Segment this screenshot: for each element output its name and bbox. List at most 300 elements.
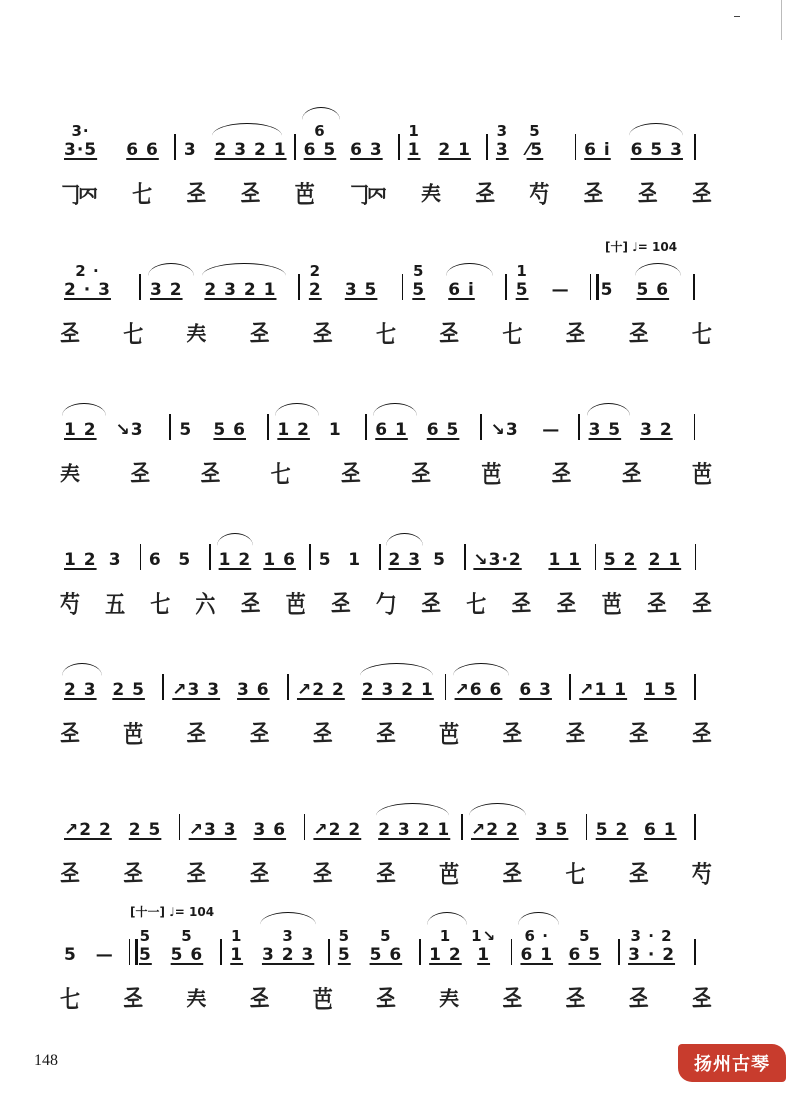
jianzi-glyph: 芭 xyxy=(439,719,458,749)
note-text: ↘3 xyxy=(115,420,144,440)
notation-line xyxy=(60,929,710,965)
note-text: 5 xyxy=(178,550,192,570)
note-text: 1 2 xyxy=(277,420,310,440)
upper-note: 1 xyxy=(230,927,243,945)
note-group xyxy=(172,680,220,700)
note-text: 2 3 2 1 xyxy=(361,680,434,700)
note-text: 5 6 xyxy=(369,945,403,965)
jianzi-glyph: 𢀖 xyxy=(621,457,640,487)
note-text: 2 1 xyxy=(438,140,471,160)
jianzi-glyph: 𢀖 xyxy=(628,982,647,1012)
note-text: 1 xyxy=(348,550,362,570)
note-text: 5 xyxy=(515,280,529,300)
slur-arc xyxy=(373,403,417,416)
upper-note: 1 xyxy=(439,927,452,945)
note-group xyxy=(448,280,475,300)
jianzi-glyph: 𠃌𠔿 xyxy=(348,179,385,209)
jianzi-glyph: 𢀖 xyxy=(502,857,521,887)
barline xyxy=(328,939,330,965)
jianzi-glyph: 芭 xyxy=(123,719,142,749)
note-text: 5 xyxy=(433,550,446,570)
barline xyxy=(287,674,289,700)
jianzi-glyph: 𢀖 xyxy=(628,857,647,887)
slur-arc xyxy=(202,263,285,276)
jianzi-glyph: 𢀖 xyxy=(691,177,710,207)
note-text: 3·5 xyxy=(64,140,98,160)
note-text: 1 2 xyxy=(218,550,252,570)
barline xyxy=(694,674,696,700)
slur-arc xyxy=(629,123,683,136)
note-group xyxy=(438,140,471,160)
barline xyxy=(365,414,367,440)
notation-line xyxy=(60,264,710,300)
note-group xyxy=(471,820,519,840)
barline xyxy=(174,134,176,160)
jianzi-glyph: 𡗗 xyxy=(439,984,458,1014)
page-edge-tick xyxy=(734,16,740,17)
note-text: 3 5 xyxy=(344,280,378,300)
jianzi-glyph: 𢀖 xyxy=(502,717,521,747)
note-text: 3 2 xyxy=(640,420,673,440)
slur-arc xyxy=(469,803,526,816)
barline xyxy=(309,544,311,570)
jianzi-glyph: 𢀖 xyxy=(60,857,78,887)
note-text: 6 3 xyxy=(350,140,383,160)
barline xyxy=(294,134,296,160)
note-group xyxy=(568,927,602,965)
jianzi-glyph: 𢀖 xyxy=(411,457,430,487)
jianzi-glyph: 𢀖 xyxy=(691,717,710,747)
jianzi-glyph: 𢀖 xyxy=(312,857,331,887)
jianzi-glyph: 芭 xyxy=(481,459,500,489)
logo-text: 扬州古琴 xyxy=(694,1054,770,1075)
jianzi-glyph: 𢀖 xyxy=(691,982,710,1012)
slur-arc xyxy=(360,663,433,676)
note-group xyxy=(542,420,560,440)
barline xyxy=(209,544,211,570)
note-group xyxy=(237,680,270,700)
slur-arc xyxy=(62,403,106,416)
note-group xyxy=(548,550,581,570)
jianzi-glyph: 𢀖 xyxy=(330,587,349,617)
upper-note: 2 · xyxy=(75,262,100,280)
barline xyxy=(595,544,597,570)
note-text: 5 xyxy=(64,945,77,965)
note-group xyxy=(388,550,421,570)
note-group xyxy=(64,680,97,700)
note-text: 1 2 xyxy=(64,550,97,570)
upper-note: 5 xyxy=(380,927,392,945)
barline xyxy=(464,544,466,570)
note-group xyxy=(640,420,673,440)
note-text: 2 5 xyxy=(128,820,162,840)
note-group xyxy=(230,927,244,965)
note-text: ↗2 2 xyxy=(313,820,362,840)
note-text: 5 6 xyxy=(636,280,670,300)
note-group xyxy=(526,122,544,160)
jianzi-glyph: 𢀖 xyxy=(60,317,78,347)
note-text: 2 3 2 1 xyxy=(204,280,277,300)
jianzi-glyph: 七 xyxy=(132,179,151,209)
jianzi-glyph: 𢀖 xyxy=(637,177,656,207)
barline xyxy=(169,414,171,440)
jianzi-glyph: 芭 xyxy=(439,859,458,889)
upper-note: 3 · 2 xyxy=(630,927,673,945)
note-text: 5 2 xyxy=(603,550,637,570)
upper-note: 1↘ xyxy=(471,927,497,945)
score-system xyxy=(60,110,710,220)
note-text: 6 5 xyxy=(568,945,602,965)
jianzi-glyph: 芭 xyxy=(601,589,620,619)
slur-arc xyxy=(275,403,319,416)
note-text: 3 xyxy=(108,550,122,570)
note-group xyxy=(455,680,503,700)
slur-arc xyxy=(148,263,194,276)
note-group xyxy=(412,262,426,300)
note-group xyxy=(350,140,383,160)
note-group xyxy=(337,927,351,965)
jianzi-glyph: 五 xyxy=(105,589,124,619)
upper-note: 5 xyxy=(579,927,591,945)
note-group xyxy=(150,280,183,300)
note-text: 5 6 xyxy=(170,945,204,965)
note-text: 3 5 xyxy=(535,820,569,840)
note-group xyxy=(589,420,622,440)
note-group xyxy=(644,680,677,700)
jianzi-glyph: 七 xyxy=(60,984,78,1014)
upper-note: 1 xyxy=(516,262,528,280)
jianzi-glyph: 𢀖 xyxy=(123,982,142,1012)
jianzi-glyph: 𢀖 xyxy=(421,587,440,617)
note-group xyxy=(138,927,152,965)
barline xyxy=(480,414,482,440)
jianzi-glyph: 𢀖 xyxy=(312,717,331,747)
note-text: 1 xyxy=(328,420,342,440)
note-group xyxy=(297,680,345,700)
note-text: 2 3 xyxy=(388,550,422,570)
jianzi-glyph: 七 xyxy=(565,859,584,889)
jianzi-glyph: 𢀖 xyxy=(628,317,647,347)
barline xyxy=(445,674,447,700)
barline xyxy=(140,544,142,570)
note-group xyxy=(649,550,682,570)
note-group xyxy=(303,122,337,160)
jianzi-glyph: 𢀖 xyxy=(691,587,710,617)
watermark-logo xyxy=(678,1044,786,1082)
note-group xyxy=(64,820,112,840)
note-text: 1 5 xyxy=(644,680,677,700)
note-group xyxy=(178,550,191,570)
note-text: — xyxy=(551,280,570,300)
note-text: 1 6 xyxy=(263,550,296,570)
note-group xyxy=(375,420,408,440)
note-text: 5 xyxy=(412,280,426,300)
note-group xyxy=(277,420,310,440)
note-group xyxy=(319,550,332,570)
barline xyxy=(569,674,571,700)
note-group xyxy=(204,280,276,300)
note-text: 3 6 xyxy=(237,680,270,700)
slur-arc xyxy=(217,533,254,546)
jianzi-glyph: 七 xyxy=(270,459,289,489)
note-group xyxy=(520,927,554,965)
jianzi-glyph: 𢀖 xyxy=(628,717,647,747)
jianzi-glyph: 芭 xyxy=(285,589,304,619)
upper-note: 3 xyxy=(282,927,294,945)
note-group xyxy=(96,945,114,965)
note-text: 6 i xyxy=(448,280,475,300)
note-group xyxy=(637,280,670,300)
jianzi-glyph: 芭 xyxy=(312,984,331,1014)
slur-arc xyxy=(260,912,316,925)
barline xyxy=(695,544,697,570)
note-group xyxy=(362,680,434,700)
barline xyxy=(618,939,620,965)
note-group xyxy=(64,420,97,440)
note-text: 6 5 xyxy=(426,420,460,440)
barline xyxy=(162,674,164,700)
jianzi-glyph: 芭 xyxy=(294,179,313,209)
jianzi-glyph: 𢀖 xyxy=(200,457,219,487)
barline xyxy=(694,939,696,965)
jianzi-glyph: 芍 xyxy=(60,589,78,619)
upper-note: 6 xyxy=(314,122,326,140)
slur-arc xyxy=(587,403,631,416)
note-text: 2 · 3 xyxy=(64,280,111,300)
note-text: 1 xyxy=(230,945,244,965)
notation-line xyxy=(60,534,710,570)
barline xyxy=(694,414,696,440)
note-group xyxy=(149,550,162,570)
note-text: 1 2 xyxy=(429,945,462,965)
upper-note: 2 xyxy=(309,262,322,280)
note-text: 6 1 xyxy=(375,420,408,440)
note-group xyxy=(407,122,421,160)
note-group xyxy=(579,680,627,700)
jianzi-glyph: 𢀖 xyxy=(249,717,268,747)
note-group xyxy=(628,927,676,965)
jianzi-glyph: 𢀖 xyxy=(130,457,149,487)
note-group xyxy=(308,262,322,300)
page-edge-line xyxy=(781,0,782,40)
upper-note: 3· xyxy=(71,122,90,140)
barline xyxy=(505,274,507,300)
note-text: 3 5 xyxy=(588,420,622,440)
note-group xyxy=(64,550,97,570)
note-group xyxy=(519,680,552,700)
note-group xyxy=(348,550,361,570)
note-group xyxy=(313,820,361,840)
barline xyxy=(139,274,141,300)
note-text: 6 i xyxy=(584,140,611,160)
note-text: ↘3·2 xyxy=(473,550,522,570)
jianzi-glyph: 𢀖 xyxy=(565,317,584,347)
note-text: ↗2 2 xyxy=(296,680,345,700)
slur-arc xyxy=(446,263,492,276)
upper-note: 6 · xyxy=(524,927,549,945)
note-text: 5 xyxy=(179,420,193,440)
jianzi-glyph: 𢀖 xyxy=(475,177,494,207)
score-system xyxy=(60,650,710,760)
jianzi-glyph: 𢀖 xyxy=(511,587,530,617)
notation-line xyxy=(60,124,710,160)
note-text: 2 1 xyxy=(648,550,682,570)
note-group xyxy=(329,420,342,440)
jianzi-glyph: 𢀖 xyxy=(439,317,458,347)
note-text: 6 1 xyxy=(644,820,677,840)
barline xyxy=(694,814,696,840)
note-group xyxy=(495,122,509,160)
barline xyxy=(304,814,306,840)
note-text: ↗1 1 xyxy=(579,680,628,700)
jianzi-glyph: 六 xyxy=(195,589,214,619)
note-group xyxy=(126,140,159,160)
jianzi-glyph: 𡗗 xyxy=(60,459,78,489)
slur-arc xyxy=(302,107,340,120)
barline xyxy=(694,134,696,160)
upper-note: 5 xyxy=(181,927,193,945)
barline xyxy=(267,414,269,440)
note-text: 6 xyxy=(148,550,162,570)
note-text: 2 3 xyxy=(64,680,97,700)
note-text: 6 5 3 xyxy=(630,140,683,160)
note-group xyxy=(112,680,145,700)
jianzi-glyph: 𡗗 xyxy=(421,179,440,209)
jianzi-glyph: 𢀖 xyxy=(375,982,394,1012)
upper-note: 3 xyxy=(496,122,509,140)
note-text: 1 1 xyxy=(548,550,582,570)
barline xyxy=(398,134,400,160)
jianzi-glyph: 𢀖 xyxy=(556,587,575,617)
barline xyxy=(379,544,381,570)
jianzi-glyph: 𢀖 xyxy=(249,317,268,347)
note-group xyxy=(64,262,111,300)
jianzi-glyph: 七 xyxy=(502,319,521,349)
jianzi-glyph: 𢀖 xyxy=(186,717,205,747)
jianzi-glyph: 𡗗 xyxy=(186,984,205,1014)
jianzi-glyph: 七 xyxy=(123,319,142,349)
jianzi-glyph: 勹 xyxy=(375,589,394,619)
slur-arc xyxy=(376,803,449,816)
note-group xyxy=(433,550,446,570)
jianzi-tablature-line xyxy=(60,975,710,1019)
note-group xyxy=(64,122,98,160)
jianzi-glyph: 𢀖 xyxy=(240,177,259,207)
jianzi-tablature-line xyxy=(60,170,710,214)
jianzi-tablature-line xyxy=(60,450,710,494)
note-text: 1 xyxy=(477,945,491,965)
note-text: 6 6 xyxy=(126,140,159,160)
jianzi-glyph: 芍 xyxy=(691,859,710,889)
note-group xyxy=(601,280,614,300)
note-group xyxy=(491,420,519,440)
note-group xyxy=(473,550,521,570)
notation-line xyxy=(60,804,710,840)
jianzi-glyph: 𢀖 xyxy=(186,857,205,887)
note-group xyxy=(109,550,122,570)
score-system xyxy=(60,240,710,360)
note-group xyxy=(219,550,252,570)
slur-arc xyxy=(386,533,423,546)
jianzi-glyph: 𢀖 xyxy=(240,587,259,617)
note-text: 2 5 xyxy=(112,680,145,700)
jianzi-glyph: 𡗗 xyxy=(186,319,205,349)
barline xyxy=(402,274,404,300)
note-group xyxy=(263,550,296,570)
note-text: 2 xyxy=(308,280,322,300)
jianzi-glyph: 𢀖 xyxy=(249,857,268,887)
double-barline xyxy=(129,939,138,965)
jianzi-tablature-line xyxy=(60,580,710,624)
note-text: ↗3 3 xyxy=(172,680,221,700)
note-text: ↘3 xyxy=(490,420,519,440)
note-text: 6 5 xyxy=(303,140,337,160)
slur-arc xyxy=(453,663,510,676)
barline xyxy=(575,134,577,160)
jianzi-tablature-line xyxy=(60,710,710,754)
note-text: 3 · 2 xyxy=(628,945,676,965)
barline xyxy=(693,274,695,300)
barline xyxy=(419,939,421,965)
jianzi-glyph: 𠃌𠔿 xyxy=(60,179,96,209)
note-group xyxy=(604,550,637,570)
jianzi-glyph: 芍 xyxy=(529,179,548,209)
score-system xyxy=(60,390,710,500)
jianzi-tablature-line xyxy=(60,850,710,894)
note-text: 5 6 xyxy=(213,420,246,440)
notation-line xyxy=(60,664,710,700)
slur-arc xyxy=(635,263,681,276)
notation-line xyxy=(60,404,710,440)
jianzi-glyph: 𢀖 xyxy=(340,457,359,487)
score-system xyxy=(60,520,710,630)
section-marker: [十一] ♩= 104 xyxy=(130,905,215,919)
note-group xyxy=(429,927,462,965)
jianzi-glyph: 𢀖 xyxy=(565,717,584,747)
jianzi-glyph: 七 xyxy=(150,589,169,619)
note-group xyxy=(213,420,246,440)
jianzi-glyph: 七 xyxy=(466,589,485,619)
slur-arc xyxy=(427,912,467,925)
note-group xyxy=(129,820,162,840)
note-text: 3 xyxy=(495,140,509,160)
page-number: 148 xyxy=(34,1052,58,1069)
note-group xyxy=(170,927,204,965)
note-group xyxy=(596,820,629,840)
note-text: 6 1 xyxy=(520,945,554,965)
note-group xyxy=(584,140,611,160)
note-group xyxy=(427,420,460,440)
note-text: 1 xyxy=(407,140,421,160)
barline xyxy=(461,814,463,840)
barline xyxy=(578,414,580,440)
note-text: 3 6 xyxy=(253,820,287,840)
note-text: ↗6 6 xyxy=(454,680,503,700)
note-text: 2 3 2 1 xyxy=(214,140,287,160)
note-text: 5 xyxy=(337,945,351,965)
jianzi-tablature-line xyxy=(60,310,710,354)
jianzi-glyph: 𢀖 xyxy=(375,857,394,887)
note-group xyxy=(261,927,315,965)
jianzi-glyph: 七 xyxy=(691,319,710,349)
note-group xyxy=(644,820,677,840)
slur-arc xyxy=(62,663,102,676)
note-text: 3 2 3 xyxy=(261,945,315,965)
jianzi-glyph: 𢀖 xyxy=(123,857,142,887)
note-group xyxy=(116,420,144,440)
score-system xyxy=(60,905,710,1025)
jianzi-glyph: 𢀖 xyxy=(312,317,331,347)
